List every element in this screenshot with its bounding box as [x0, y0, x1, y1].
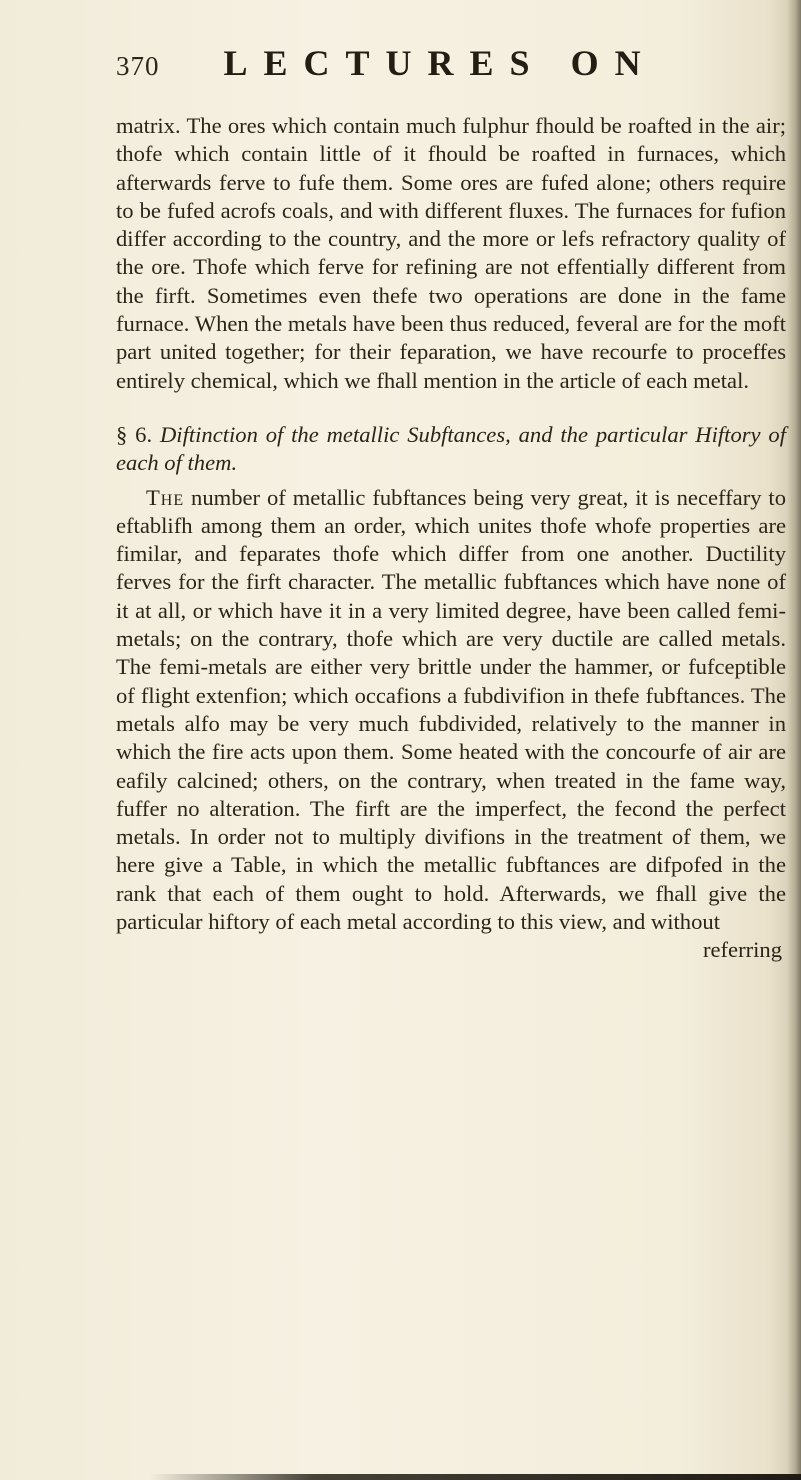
text-block — [116, 112, 786, 965]
paragraph-1: matrix. The ores which contain much fulphur fhould be roafted in the air; thofe which contain little of it fhould be roafted in furnaces, which afterwards ferve to fufe them. Some ores are fufed alone; others require to be fufed acrofs coals, and with different fluxes. The furnaces for fufion differ according to the country, and the more or lefs refractory quality of the ore. Thofe which ferve for refining are not effentially different from the firft. Sometimes even thefe two operations are done in the fame furnace. When the metals have been thus reduced, feveral are for the moft part united together; for their feparation, we have recourfe to proceffes entirely chemical, which we fhall mention in the article of each metal. — [116, 113, 786, 393]
page-edge-shadow — [787, 0, 801, 1480]
paragraph-2-lead: The — [146, 484, 185, 510]
running-head: LECTURES ON — [223, 43, 657, 83]
page-number: 370 — [116, 51, 160, 81]
paragraph-2-text: number of metallic fubftances being very great, it is neceffary to eftablifh among them an order, which unites thofe whofe properties are fimilar, and feparates thofe which differ from one another. Ductility ferves for the firft character. The metallic fubftances which have none of it at all, or which have it in a very limited degree, have been called femi-metals; on the contrary, thofe which are very ductile are called metals. The femi-metals are either very brittle under the hammer, or fufceptible of flight extenfion; which occafions a fubdivifion in thefe fubftances. The metals alfo may be very much fubdivided, relatively to the manner in which the fire acts upon them. Some heated with the concourfe of air are eafily calcined; others, on the contrary, when treated in the fame way, fuffer no alteration. The firft are the imperfect, the fecond the perfect metals. In order not to multiply divifions in the treatment of them, we here give a Table, in which the metallic fubftances are difpofed in the rank that each of them ought to hold. Afterwards, we fhall give the particular hiftory of each metal according to this view, and without — [116, 484, 786, 935]
catchword: referring — [702, 937, 782, 963]
section-heading — [116, 421, 786, 478]
paragraph-2 — [116, 484, 786, 937]
section-number: § 6. — [116, 421, 153, 447]
section-title: Diftinction of the metallic Subftances, and the particular Hiftory of each of them. — [116, 421, 787, 476]
bottom-edge-shadow — [150, 1474, 801, 1480]
page-header — [116, 42, 657, 92]
